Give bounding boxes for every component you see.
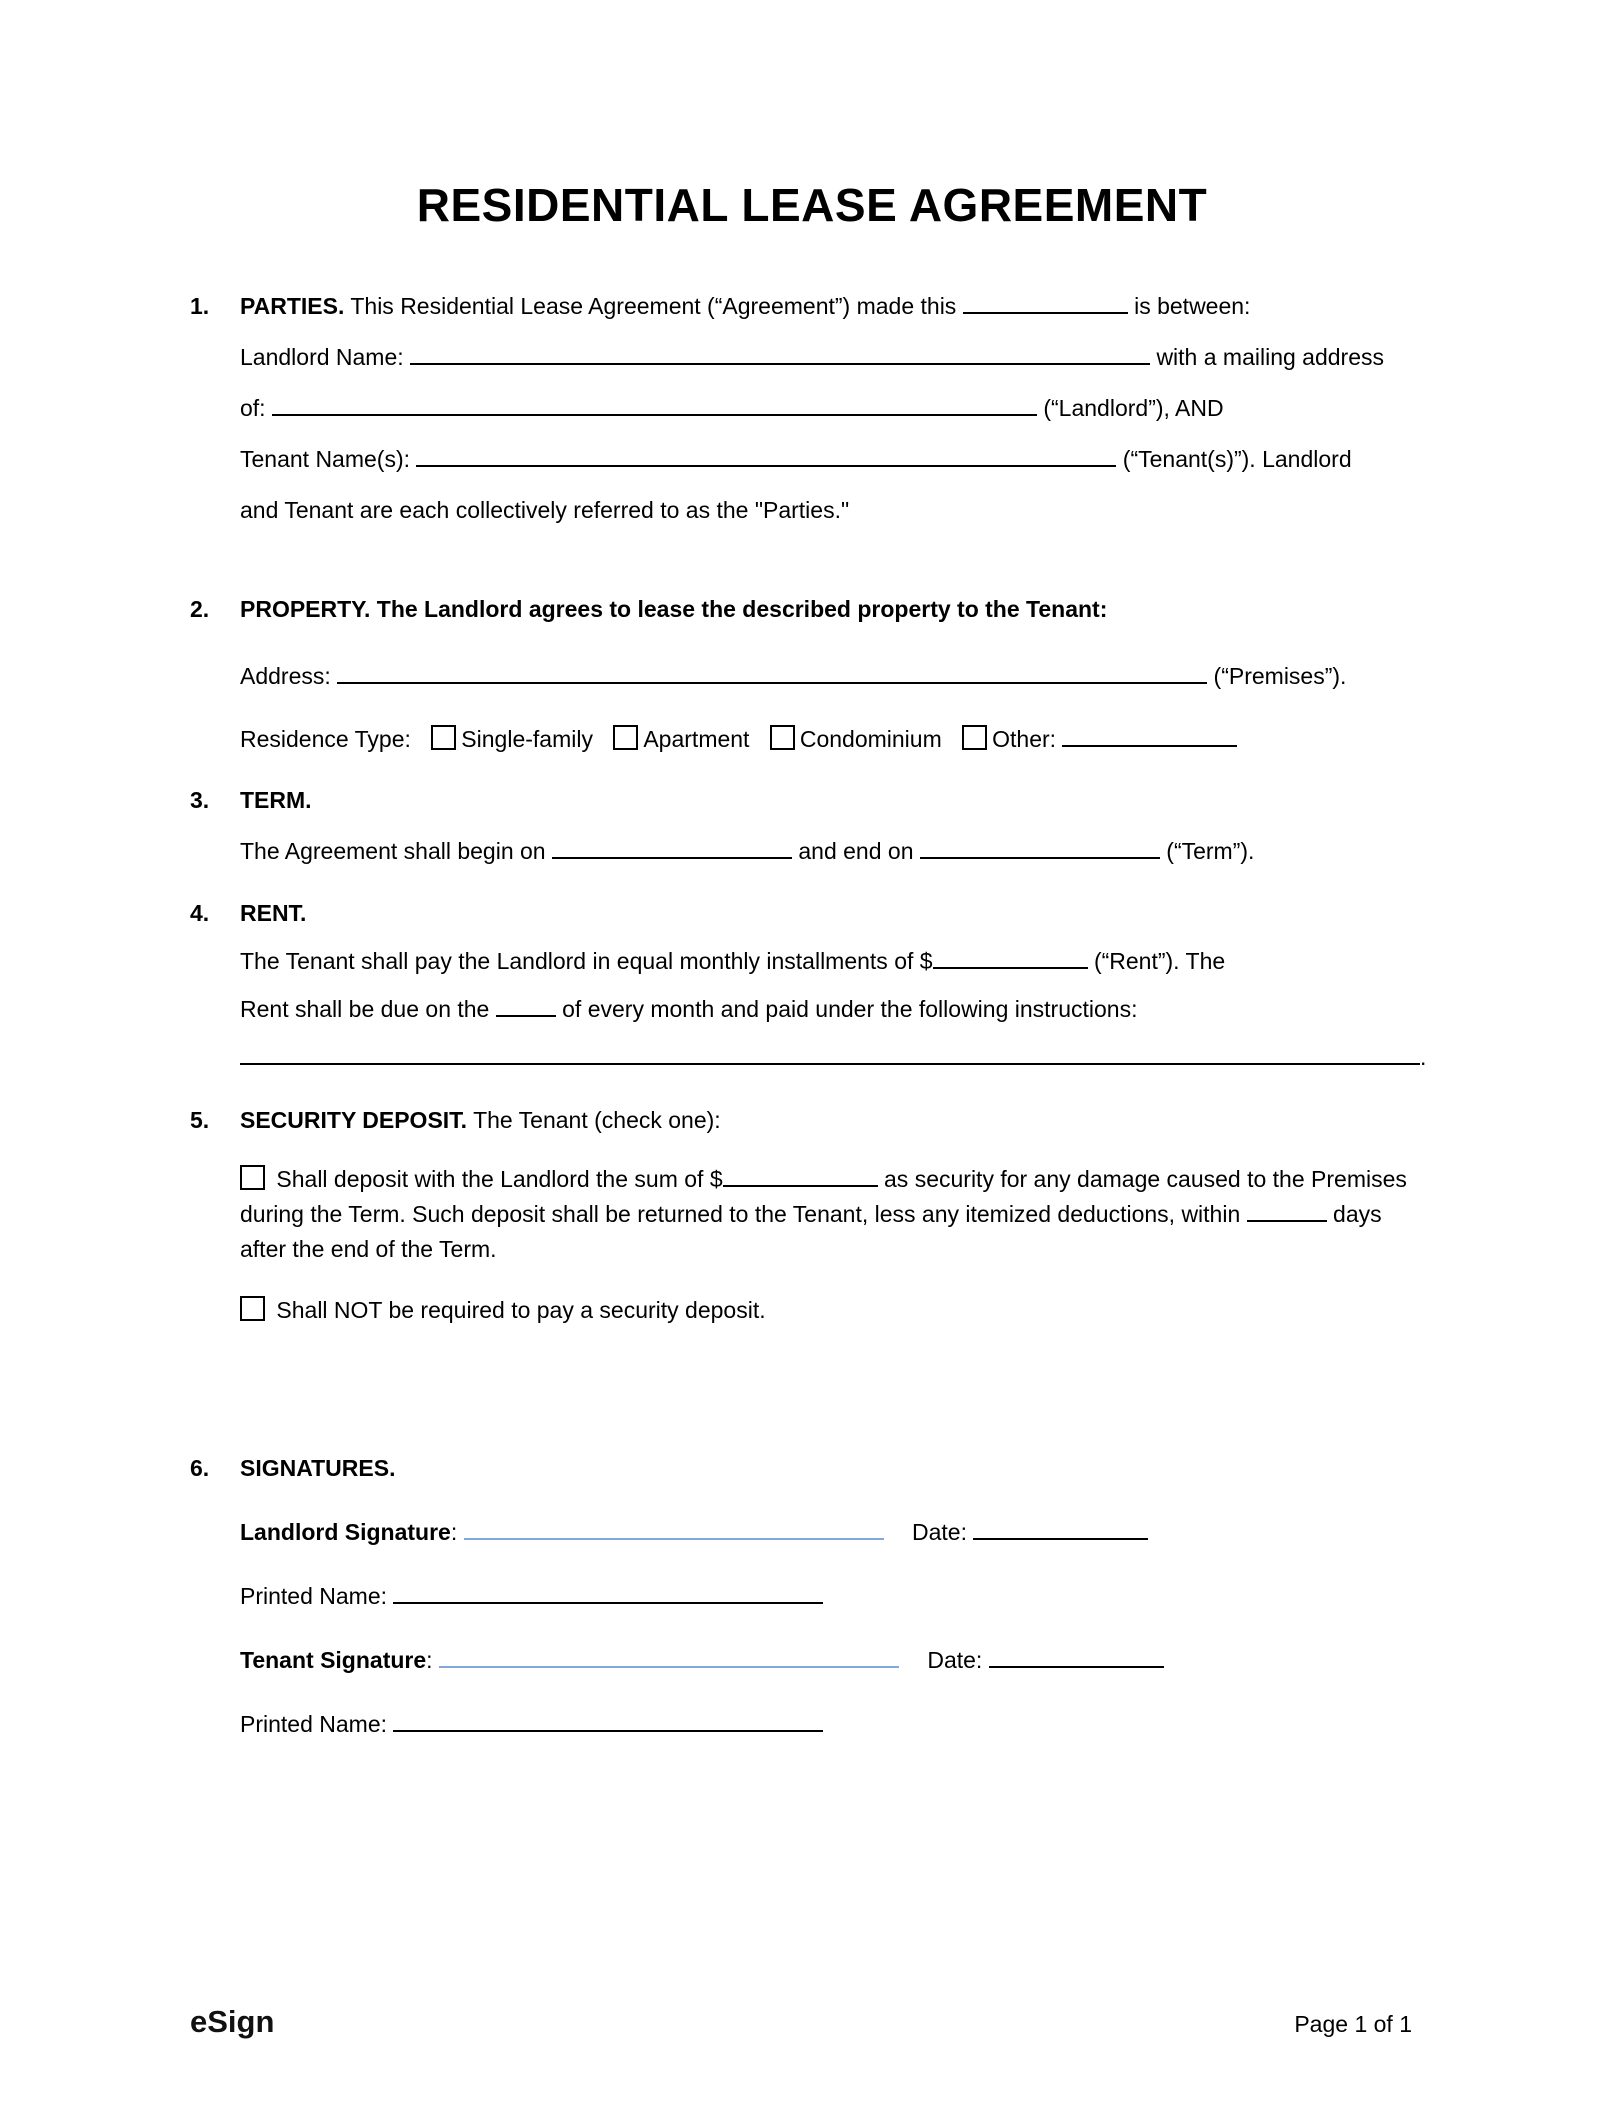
deposit-text-c: days after the end of the Term. xyxy=(240,1201,1382,1263)
document-body xyxy=(0,281,1624,1750)
property-heading xyxy=(240,584,1434,635)
option-single-family-label: Single-family xyxy=(461,726,593,753)
signatures-heading xyxy=(240,1443,1434,1494)
address-label: Address: xyxy=(240,663,331,690)
tenant-date-label: Date: xyxy=(927,1647,983,1674)
section-term xyxy=(190,775,1434,877)
tenant-printed-name-label: Printed Name: xyxy=(240,1711,388,1738)
landlord-printed-name-label: Printed Name: xyxy=(240,1583,388,1610)
section-label: PARTIES. xyxy=(240,293,345,320)
parties-text-4b: (“Tenant(s)”). Landlord xyxy=(1122,446,1352,473)
landlord-date-label: Date: xyxy=(912,1519,967,1546)
section-parties xyxy=(190,281,1434,536)
payment-instructions-blank[interactable] xyxy=(240,1040,1420,1065)
term-text-a: The Agreement shall begin on xyxy=(240,838,546,865)
section-signatures xyxy=(190,1443,1434,1750)
colon: : xyxy=(426,1647,433,1674)
section-label: TERM. xyxy=(240,787,312,814)
page-indicator: Page 1 of 1 xyxy=(1294,2011,1412,2037)
other-residence-blank[interactable] xyxy=(1062,722,1237,747)
parties-text-3b: (“Landlord”), AND xyxy=(1043,395,1224,422)
landlord-address-label: of: xyxy=(240,395,266,422)
section-number: 3. xyxy=(190,787,210,814)
term-line xyxy=(240,826,1434,877)
section-number: 4. xyxy=(190,900,210,927)
landlord-name-blank[interactable] xyxy=(410,340,1150,365)
rent-text-1b: (“Rent”). The xyxy=(1093,948,1226,975)
section-label: SECURITY DEPOSIT. xyxy=(240,1107,468,1134)
option-condominium-label: Condominium xyxy=(799,726,942,753)
parties-line-3 xyxy=(240,383,1434,434)
section-number: 1. xyxy=(190,293,210,320)
tenant-date-blank[interactable] xyxy=(989,1643,1164,1668)
section-label: SIGNATURES. xyxy=(240,1455,396,1482)
landlord-printed-name-row xyxy=(240,1571,1434,1622)
section-number: 2. xyxy=(190,596,210,623)
section-security-deposit xyxy=(190,1095,1434,1328)
section-property xyxy=(190,584,1434,765)
security-deposit-heading xyxy=(240,1095,1434,1146)
document-title: RESIDENTIAL LEASE AGREEMENT xyxy=(416,179,1208,231)
tenant-signature-label: Tenant Signature xyxy=(240,1647,427,1674)
deposit-text-b: as security for any damage caused to the Premises during the Term. Such deposit shall be returned to the Tenant, less any itemized deductions, within xyxy=(240,1166,1407,1228)
section-rent xyxy=(190,889,1434,1081)
term-text-b: and end on xyxy=(798,838,914,865)
landlord-name-label: Landlord Name: xyxy=(240,344,404,371)
checkbox-no-deposit[interactable] xyxy=(240,1296,265,1321)
tenant-name-label: Tenant Name(s): xyxy=(240,446,411,473)
term-start-date-blank[interactable] xyxy=(552,834,792,859)
landlord-signature-blank[interactable] xyxy=(464,1515,884,1540)
rent-line-2 xyxy=(240,985,1434,1033)
parties-text-2b: with a mailing address xyxy=(1156,344,1384,371)
checkbox-apartment[interactable] xyxy=(613,725,638,750)
no-deposit-text: Shall NOT be required to pay a security deposit. xyxy=(276,1297,766,1324)
agreement-date-blank[interactable] xyxy=(963,289,1128,314)
parties-line-5 xyxy=(240,485,1434,536)
checkbox-deposit-required[interactable] xyxy=(240,1165,265,1190)
tenant-name-blank[interactable] xyxy=(416,442,1116,467)
property-heading-text: The Landlord agrees to lease the described property to the Tenant: xyxy=(376,596,1108,623)
residence-type-line xyxy=(240,714,1434,765)
term-heading xyxy=(240,775,1434,826)
tenant-printed-name-row xyxy=(240,1699,1434,1750)
landlord-printed-name-blank[interactable] xyxy=(393,1579,823,1604)
parties-line-2 xyxy=(240,332,1434,383)
rent-text-1a: The Tenant shall pay the Landlord in equal monthly installments of $ xyxy=(240,948,933,975)
option-apartment-label: Apartment xyxy=(643,726,750,753)
option-other-label: Other: xyxy=(992,726,1057,753)
parties-text-5: and Tenant are each collectively referred to as the "Parties." xyxy=(240,497,850,524)
section-number: 5. xyxy=(190,1107,210,1134)
security-deposit-heading-text: The Tenant (check one): xyxy=(473,1107,721,1134)
parties-line-4 xyxy=(240,434,1434,485)
landlord-address-blank[interactable] xyxy=(272,391,1037,416)
rent-text-2b: of every month and paid under the following instructions: xyxy=(562,996,1138,1023)
rent-due-day-blank[interactable] xyxy=(496,992,556,1017)
premises-text: (“Premises”). xyxy=(1213,663,1347,690)
landlord-signature-label: Landlord Signature xyxy=(240,1519,451,1546)
rent-text-3-period: . xyxy=(1420,1044,1427,1071)
esign-logo: eSign xyxy=(190,2004,275,2039)
page-footer xyxy=(190,2004,1412,2040)
parties-line-1 xyxy=(240,281,1434,332)
colon: : xyxy=(450,1519,458,1546)
section-label: PROPERTY. xyxy=(240,596,371,623)
parties-text-1a: This Residential Lease Agreement (“Agreement”) made this xyxy=(350,293,957,320)
rent-heading xyxy=(240,889,1434,937)
checkbox-condominium[interactable] xyxy=(770,725,795,750)
landlord-signature-row xyxy=(240,1507,1434,1558)
checkbox-single-family[interactable] xyxy=(431,725,456,750)
tenant-signature-row xyxy=(240,1635,1434,1686)
term-end-date-blank[interactable] xyxy=(920,834,1160,859)
residence-type-label: Residence Type: xyxy=(240,726,411,753)
address-blank[interactable] xyxy=(337,659,1207,684)
landlord-date-blank[interactable] xyxy=(973,1515,1148,1540)
rent-line-1 xyxy=(240,937,1434,985)
rent-amount-blank[interactable] xyxy=(933,944,1088,969)
deposit-text-a: Shall deposit with the Landlord the sum of $ xyxy=(276,1166,723,1193)
rent-text-2a: Rent shall be due on the xyxy=(240,996,490,1023)
deposit-required-option xyxy=(240,1162,1434,1267)
tenant-signature-blank[interactable] xyxy=(439,1643,899,1668)
deposit-amount-blank[interactable] xyxy=(723,1162,878,1187)
checkbox-other[interactable] xyxy=(962,725,987,750)
tenant-printed-name-blank[interactable] xyxy=(393,1707,823,1732)
rent-line-3 xyxy=(240,1033,1434,1081)
parties-text-1b: is between: xyxy=(1134,293,1251,320)
deposit-return-days-blank[interactable] xyxy=(1247,1197,1327,1222)
section-number: 6. xyxy=(190,1455,210,1482)
term-text-c: (“Term”). xyxy=(1166,838,1255,865)
property-address-line xyxy=(240,651,1434,702)
no-deposit-option xyxy=(240,1293,1434,1328)
section-label: RENT. xyxy=(240,900,307,927)
